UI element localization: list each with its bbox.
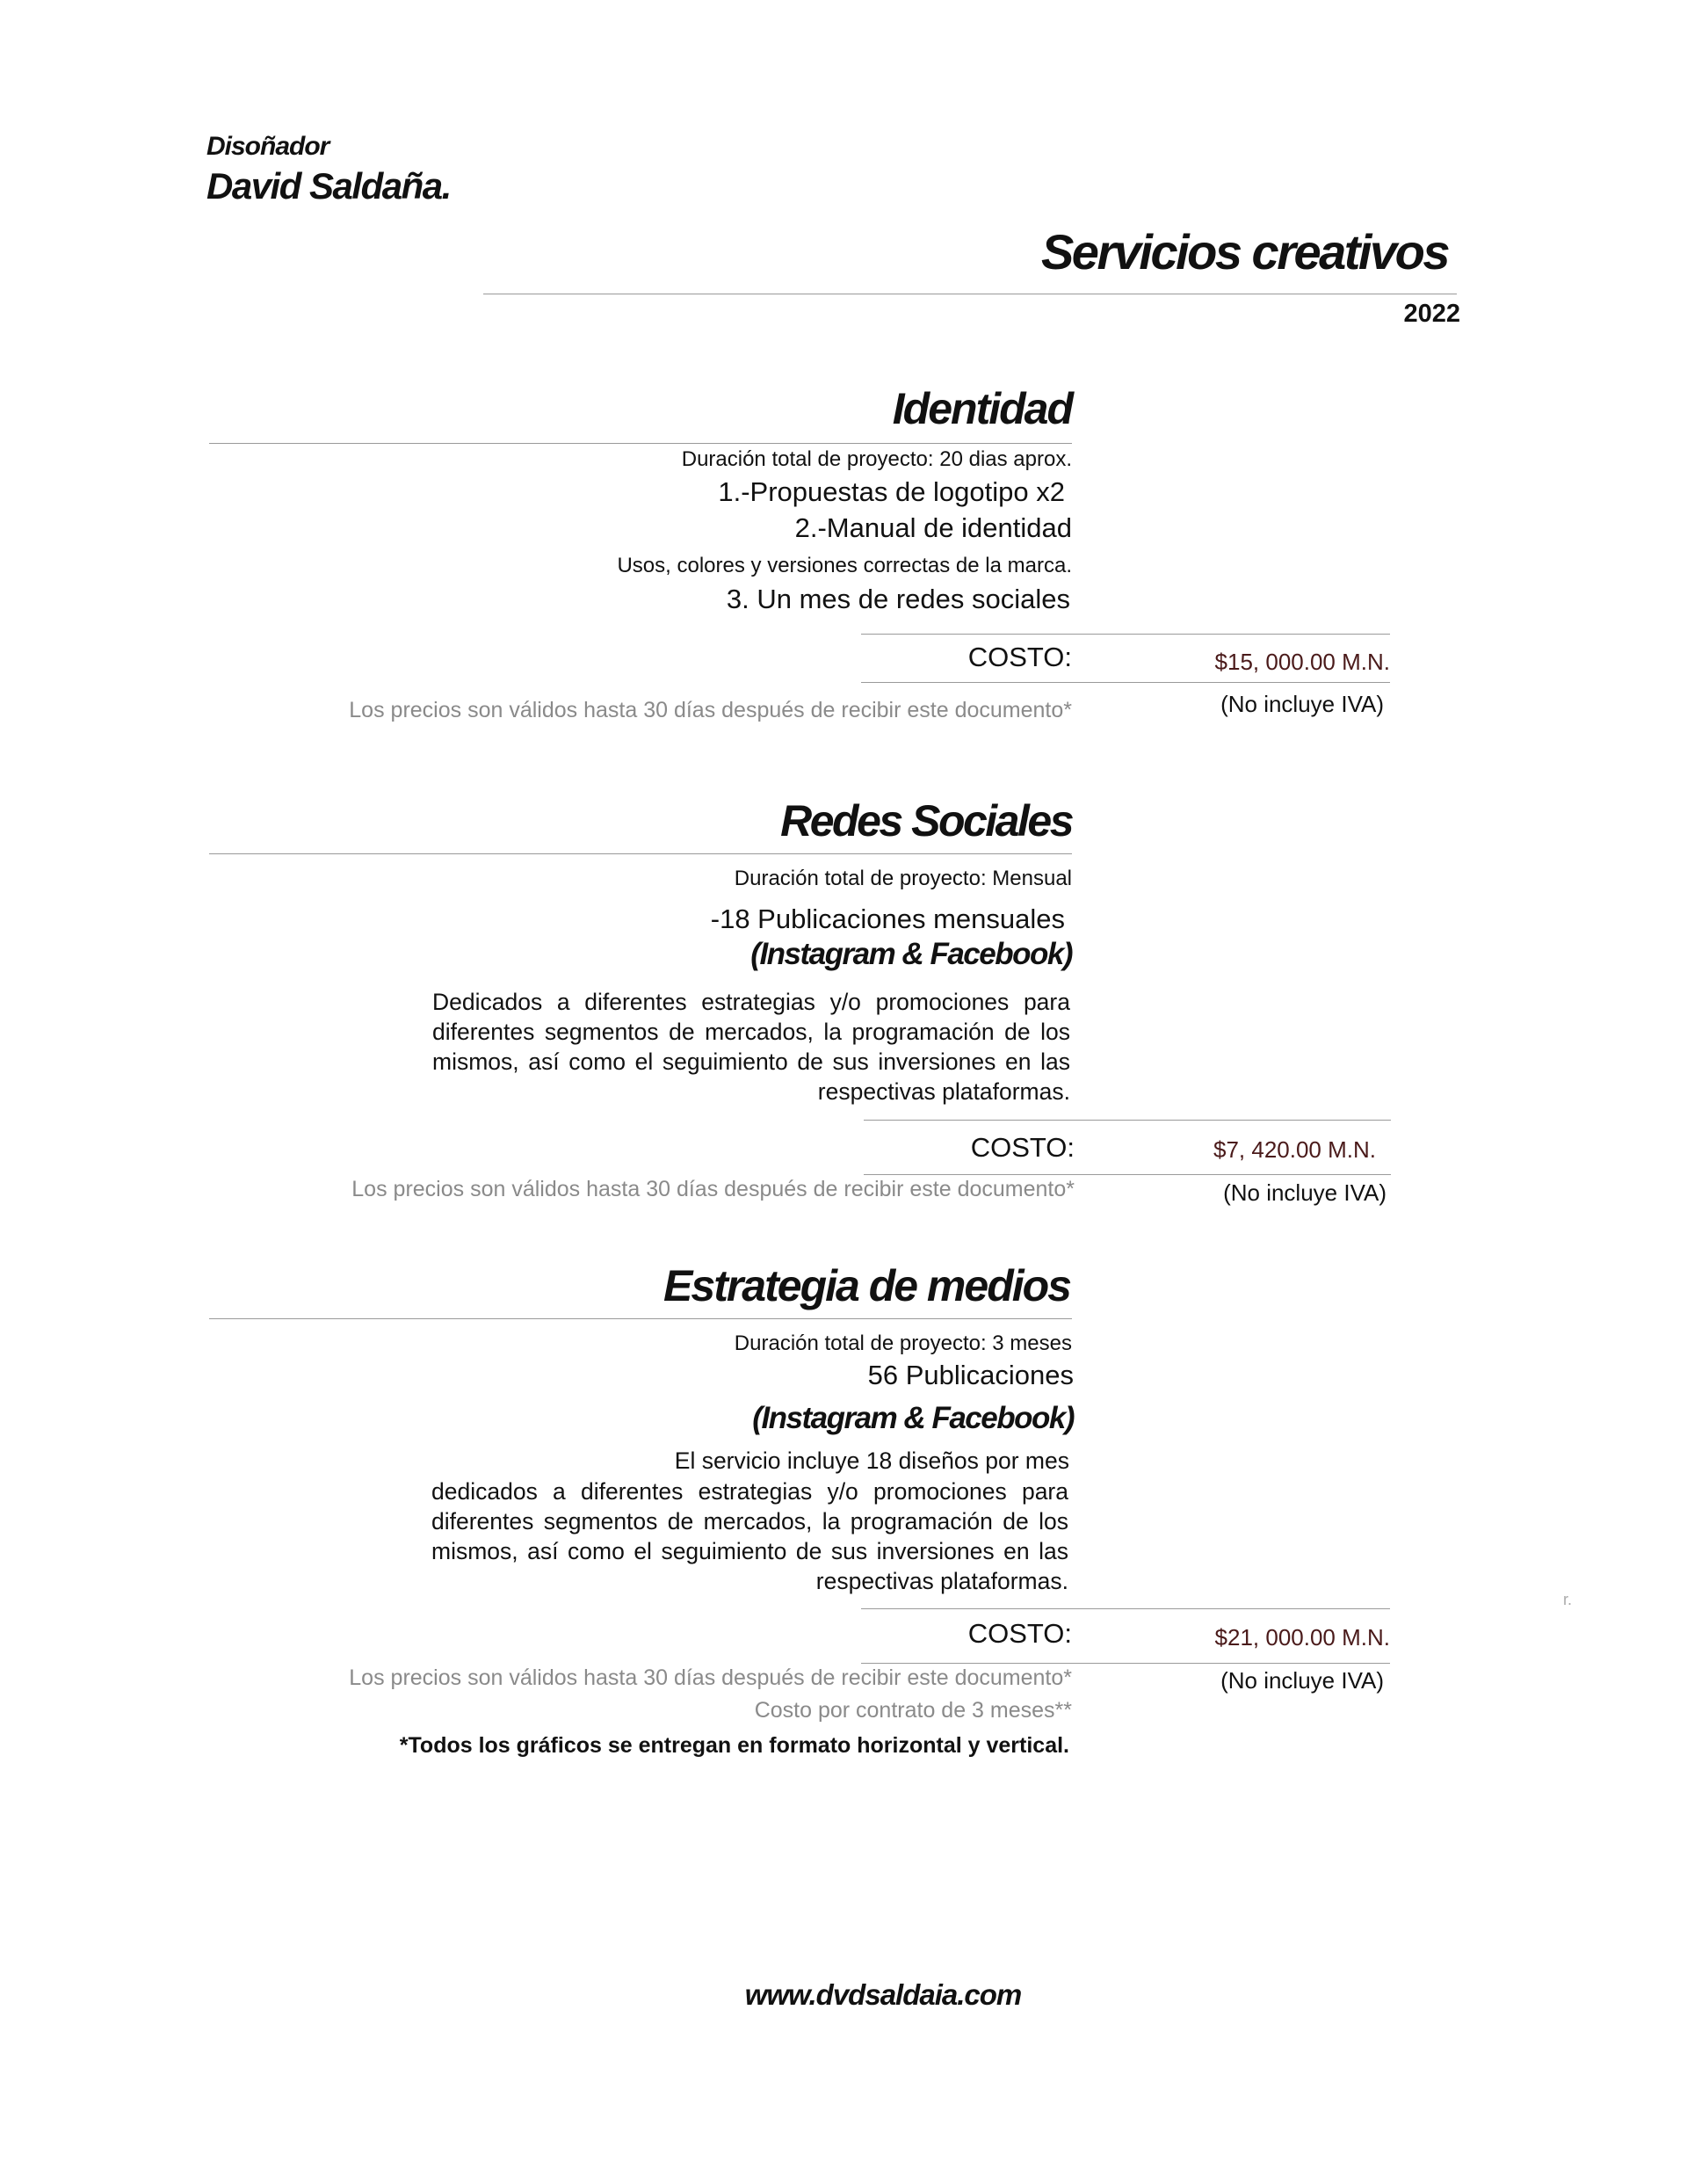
redes-price: $7, 420.00 M.N. [1213,1136,1376,1163]
designer-role: Disoñador [206,132,329,161]
estrategia-platforms: (Instagram & Facebook) [752,1401,1074,1435]
footer-website[interactable]: www.dvdsaldaia.com [744,1978,1022,2011]
section-heading-identidad: Identidad [892,384,1072,433]
redes-duration: Duración total de proyecto: Mensual [734,867,1072,890]
estrategia-tax: (No incluye IVA) [1220,1667,1384,1694]
cost-divider-bottom [864,1174,1391,1175]
estrategia-price: $21, 000.00 M.N. [1214,1624,1390,1651]
identidad-duration: Duración total de proyecto: 20 dias aprox. [681,447,1072,471]
identidad-cost-label: COSTO: [967,642,1072,672]
estrategia-validity: Los precios son válidos hasta 30 días después de recibir este documento* [349,1665,1072,1690]
estrategia-duration: Duración total de proyecto: 3 meses [734,1331,1072,1355]
identidad-validity: Los precios son válidos hasta 30 días después de recibir este documento* [349,698,1072,722]
designer-name: David Saldaña. [206,165,451,207]
redes-tax: (No incluye IVA) [1223,1179,1387,1206]
identidad-tax: (No incluye IVA) [1220,691,1384,717]
estrategia-description: dedicados a diferentes estrategias y/o promociones para diferentes segmentos de mercados, la programación de los mismos, así como el seguimiento de sus inversiones en las respectivas plataformas. [431,1478,1068,1594]
cost-divider-top [861,634,1390,635]
estrategia-publications: 56 Publicaciones [867,1360,1074,1390]
footnote: *Todos los gráficos se entregan en formato horizontal y vertical. [399,1733,1069,1758]
estrategia-cost-label: COSTO: [967,1618,1072,1649]
cost-divider-top [864,1120,1391,1121]
cost-divider-bottom [861,1663,1390,1664]
page-year: 2022 [1403,300,1460,328]
identidad-note: Usos, colores y versiones correctas de la marca. [617,554,1072,577]
redes-description: Dedicados a diferentes estrategias y/o promociones para diferentes segmentos de mercados, la programación de los mismos, así como el seguimiento de sus inversiones en las respectivas plataformas. [432,989,1070,1105]
stray-mark: r. [1563,1591,1573,1608]
section-divider [209,1318,1072,1319]
section-heading-estrategia: Estrategia de medios [663,1261,1070,1310]
cost-divider-top [861,1608,1390,1609]
identidad-item-logo: 1.-Propuestas de logotipo x2 [718,476,1065,507]
page-title: Servicios creativos [1040,224,1448,279]
redes-validity: Los precios son válidos hasta 30 días después de recibir este documento* [351,1177,1075,1201]
estrategia-intro: El servicio incluye 18 diseños por mes [674,1448,1069,1474]
redes-cost-label: COSTO: [970,1132,1075,1163]
section-divider [209,853,1072,854]
redes-publications: -18 Publicaciones mensuales [710,903,1065,934]
redes-platforms: (Instagram & Facebook) [750,937,1072,971]
section-divider [209,443,1072,444]
identidad-item-redes: 3. Un mes de redes sociales [726,584,1070,614]
cost-divider-bottom [861,682,1390,683]
section-heading-redes: Redes Sociales [780,796,1072,845]
identidad-price: $15, 000.00 M.N. [1214,649,1390,675]
estrategia-contract-note: Costo por contrato de 3 meses** [754,1698,1072,1723]
identidad-item-manual: 2.-Manual de identidad [794,512,1072,543]
